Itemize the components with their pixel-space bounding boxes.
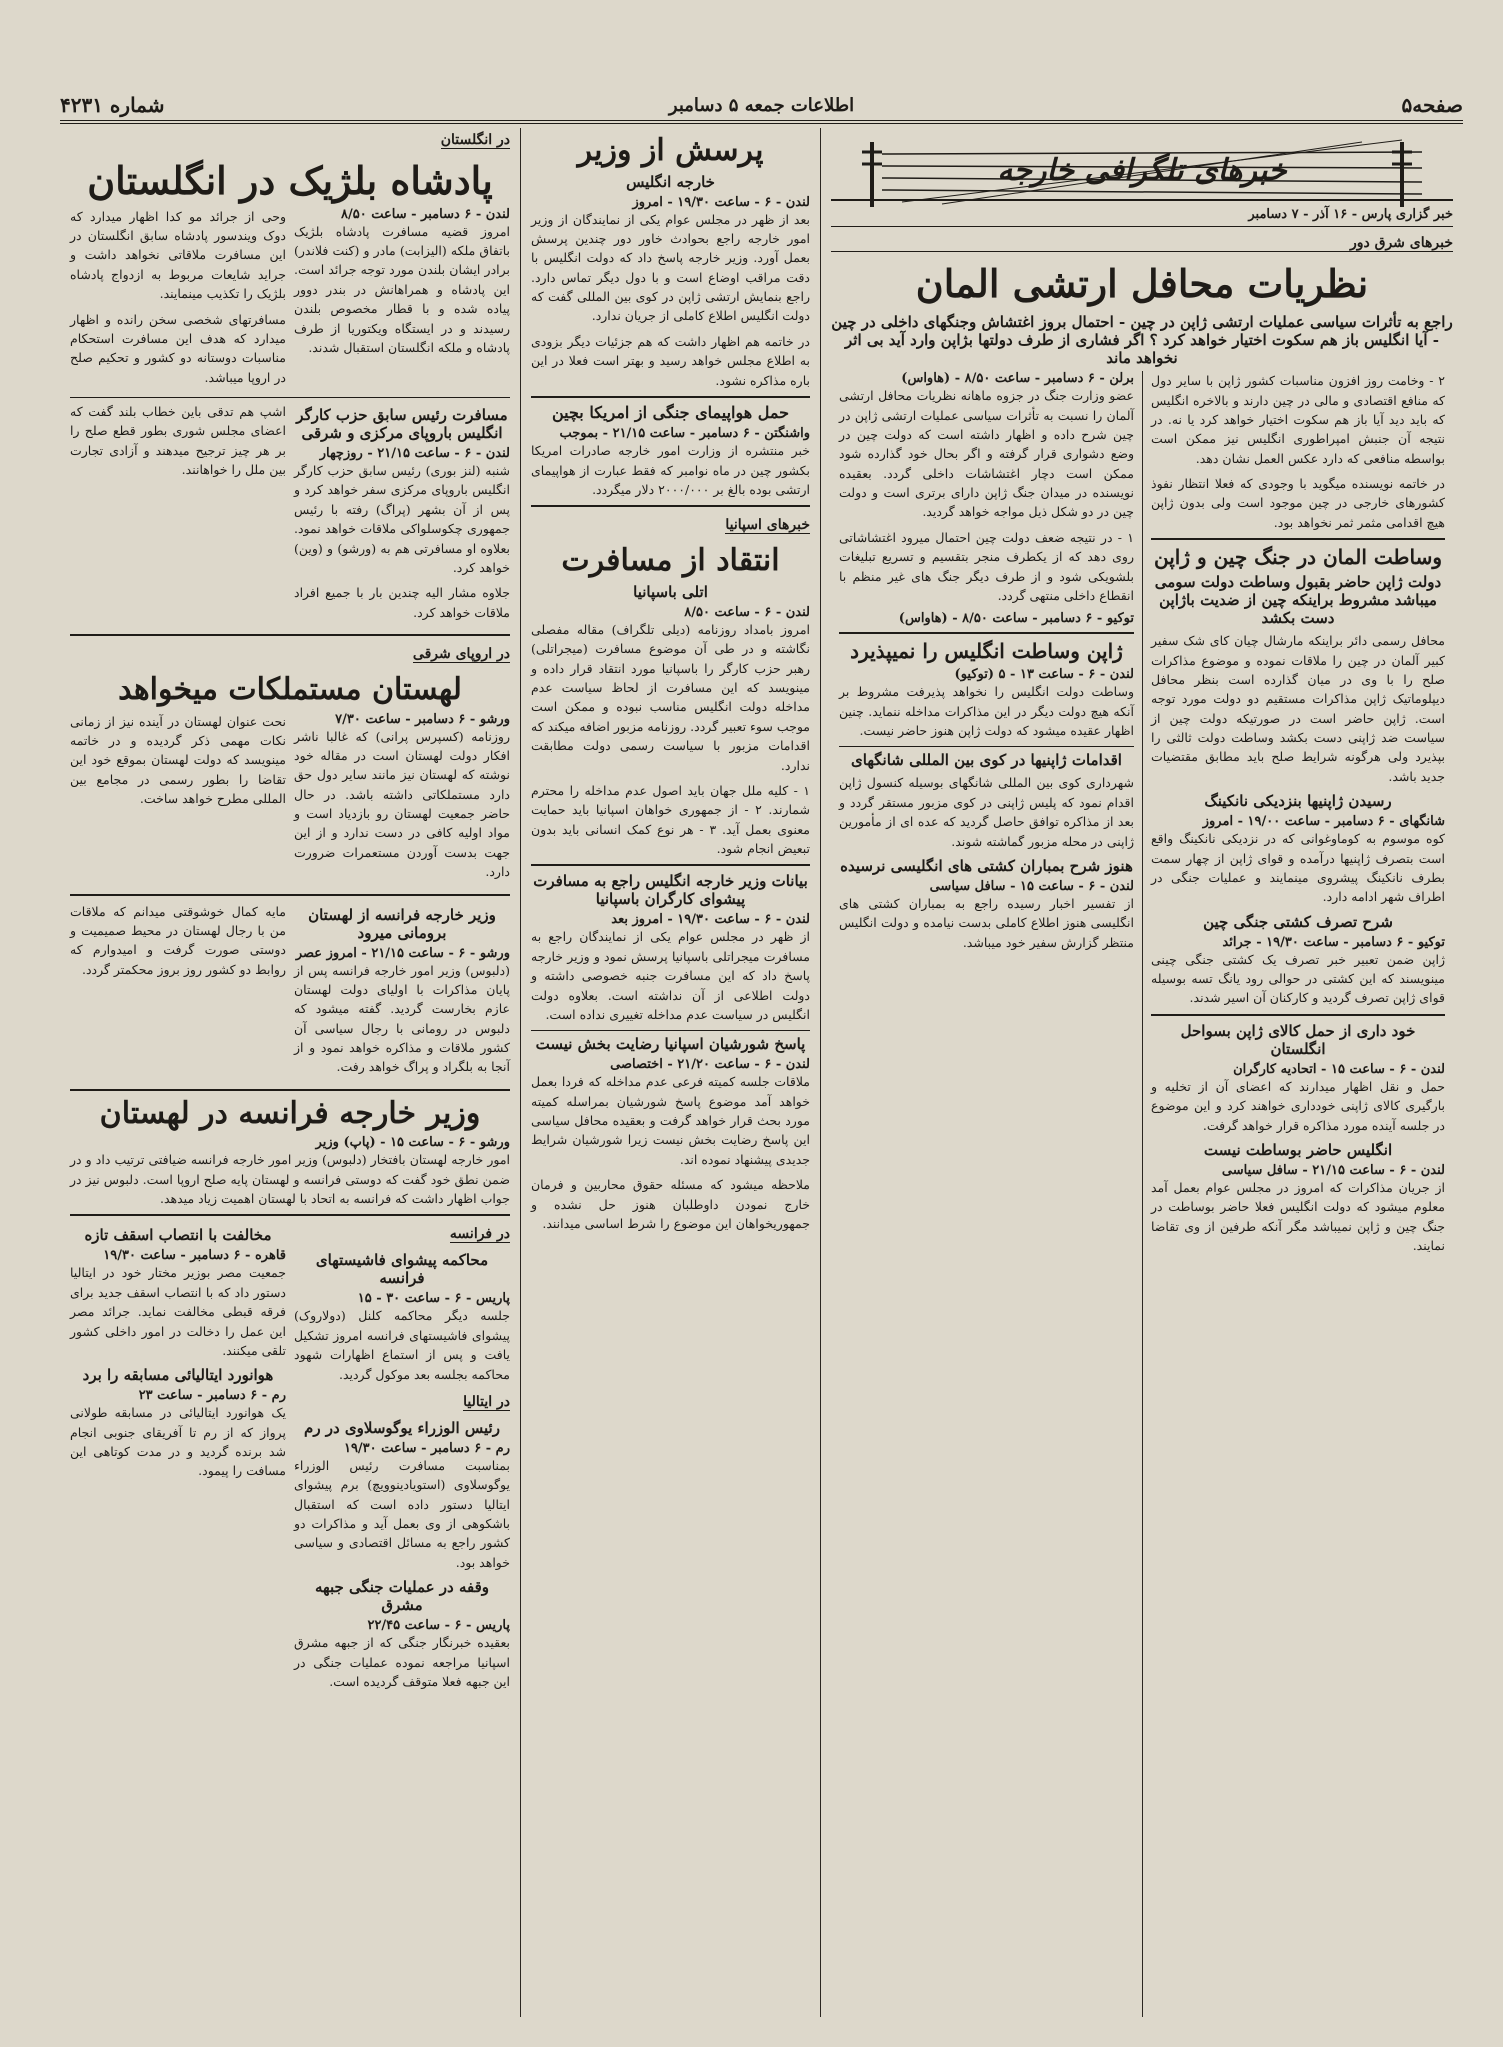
article-body: جمعیت مصر بوزیر مختار خود در ایتالیا دستور داد که با انتصاب اسقف جدید برای فرقه قبطی مخالفت نماید. جرائد مصر این عمل را دخالت در امور داخلی کشور تلقی میکنند. [70,1265,286,1358]
subhead-no-goods: خود داری از حمل کالای ژاپن بسواحل انگلستان [1180,1021,1416,1058]
article-body: خبر منتشره از وزارت امور خارجه صادرات امریکا بکشور چین در ماه نوامبر که فقط عبارت از هواپیمای ارتشی بوده بالغ بر ۲۰۰۰/۰۰۰ دلار میگردد. [531,443,810,498]
column-left [60,128,520,2017]
divider [70,894,510,896]
subcol [294,1222,510,1697]
dateline: لندن - ۶ - ساعت ۱۳ - ۵ (توکیو) [954,667,1134,683]
article-body: از ظهر در مجلس عوام یکی از نمایندگان راجع به مسافرت میجراتلی باسپانیا پرسش نمود و وزیر خارجه پاسخ داد که این مسافرت جنبه خصوصی داشته و دولت اطلاعی از آن نداشته است. بعلاوه دولت انگلیس در سیاست عدم مداخله تغییری نداده است. [531,929,810,1022]
dateline: لندن - ۶ - ساعت ۱۵ - سافل سیاسی [929,878,1134,894]
article-body: نحت عنوان لهستان در آینده نیز از زمانی نکات مهمی ذکر گردیده و در خاتمه مینویسد که دولت لهستان بموقع خود این تقاضا را بطور رسمی در مجامع بین المللی مطرح خواهد ساخت. [70,713,286,807]
article-body: جلسه دیگر محاکمه کلنل (دولاروک) پیشوای فاشیستهای فرانسه امروز تشکیل یافت و پس از استماع اظهارات شهود محاکمه بجلسه بعد موکول گردید. [294,1308,510,1382]
right-subcolumn-b [831,371,1142,2017]
article-body: شنبه (لنز بوری) رئیس سابق حزب کارگر انگلیس باروپای مرکزی سفر خواهد کرد و پس از آن بشهر (پراگ) رفته با رئیس جمهوری چکوسلواکی ملاقات خواهد نمود. بعلاوه او مسافرتی هم به (ورشو) و (وین) خواهد کرد. [294,463,510,575]
article-body: امروز قضیه مسافرت پادشاه بلژیک باتفاق ملکه (الیزابت) مادر و (کنت فلاندر) برادر ایشان بلندن مورد توجه جرائد است. این پادشاه و همراهانش در بندر دوور پیاده شده و با قطار مخصوص بلندن رسیدند و در ایستگاه ویکتوریا از طرف پادشاه و ملکه انگلستان استقبال شدند. [294,223,510,355]
article-body: بعد از ظهر در مجلس عوام یکی از نمایندگان از وزیر امور خارجه راجع بحوادث خاور دور چندین پرسش بعمل آورد. وزیر خارجه پاسخ داد که دولت انگلیس با دقت مراقب اوضاع است و با دول دیگر تماس دارد. راجع بنمایش ارتشی ژاپن در کوی بین المللی گفت که دولت انگلیس اطلاع کاملی از جریان ندارد. [531,211,810,324]
subcol [294,402,510,628]
headline-german-mediation: وساطت المان در جنگ چین و ژاپن [1154,545,1442,570]
article-body: بعقیده خبرنگار جنگی که از جبهه مشرق اسپانیا مراجعه نموده عملیات جنگی در این جبهه فعلا متوقف گردیده است. [294,1635,510,1689]
headline-lansbury-trip: مسافرت رئیس سابق حزب کارگر انگلیس باروپای مرکزی و شرقی [296,406,508,443]
dateline: پاریس - ۶ - ساعت ۳۰ - ۱۵ [357,1291,510,1307]
dateline: برلن - ۶ دسامبر - ساعت ۸/۵۰ - (هاواس) [901,371,1134,387]
section-tag-england: در انگلستان [440,132,510,148]
headline-criticism-trip: انتقاد از مسافرت [561,543,780,579]
article-body: روزنامه (کسپرس پرانی) که غالبا ناشر افکار دولت لهستان است در مقاله خود نوشته که لهستان نیز مانند سایر دول حق دارد مستملکاتی داشته باشد. در حال حاضر جمعیت لهستان رو بازدیاد است و مواد اولیه کافی در دست ندارد و از این جهت بدست آوردن مستعمرات ضرورت دارد. [294,728,510,880]
divider [531,864,810,866]
subhead-nanking: رسیدن ژاپنیها بنزدیکی نانکینگ [1204,792,1392,811]
page-number: صفحه۵ [1401,93,1463,117]
article-body: ۱ - کلیه ملل جهان باید اصول عدم مداخله را محترم شمارند. ۲ - از جمهوری خواهان اسپانیا باید حمایت معنوی بعمل آید. ۳ - هر نوع کمک انسانی باید بدون تبعیض انجام شود. [531,782,810,857]
divider [531,396,810,398]
article-body: ژاپن ضمن تعبیر خبر تصرف یک کشتی جنگی چینی مینویسند که این کشتی در حوالی رود یانگ تسه بوسیله قوای ژاپن تصرف گردید و کارکنان آن اسیر شدند. [1151,951,1445,1006]
divider [531,505,810,507]
subcol [70,712,286,888]
subcol [70,1222,286,1697]
dateline: شانگهای - ۶ دسامبر - ساعت ۱۹/۰۰ - امروز [1202,814,1445,830]
dateline: لندن - ۶ - ساعت ۱۵ - اتحادیه کارگران [1233,1061,1445,1077]
subcol [294,207,510,393]
subhead-shanghai: اقدامات ژاپنیها در کوی بین المللی شانگهای [851,751,1122,770]
two-col-block [70,712,510,888]
subcol [70,207,286,393]
article-body: شهرداری کوی بین المللی شانگهای بوسیله کنسول ژاپن اقدام نمود که پلیس ژاپنی در کوی مزبور مستقر گردد و بعد از مذاکره توافق حاصل گردید که عده ای از مأمورین ژاپنی در محله مزبور گماشته شوند. [839,775,1134,849]
article-body: محافل رسمی دائر براینکه مارشال چیان کای شک سفیر کبیر آلمان در چین را ملاقات نموده و موضوع مذاکرات صلح را با وی در میان گذارده است بنظر محافل دیپلوماتیک ژاپن مذاکرات مستقیم دو دولت مورد توجه است. ژاپن حاضر است در صورتیکه دولت چین از سیاست ضد ژاپنی دست بکشد وساطت دولت ثالثی را بپذیرد ولی هرگونه شرایط صلح باید مطابق مقتضیات جدید باشد. [1151,633,1445,784]
headline-foreign-secretary-remarks: بیانات وزیر خارجه انگلیس راجع به مسافرت پیشوای کارگران باسپانیا [533,872,808,909]
headline-fascist-trial: محاکمه پیشوای فاشیستهای فرانسه [315,1251,489,1288]
column-right [820,128,1463,2017]
subcol [294,902,510,1083]
article-body: در خاتمه هم اظهار داشت که هم جزئیات دیگر بزودی به اطلاع مجلس خواهد رسید و بهتر است فعلا در این باره مذاکره نشود. [531,333,810,388]
section-tag-spain: خبرهای اسپانیا [725,517,810,534]
dateline: لندن - ۶ - ساعت ۱۹/۳۰ - امروز [632,194,810,210]
logo-title: خبرهای تلگرافی خارجه [997,153,1287,188]
divider [70,634,510,636]
divider [531,1030,810,1031]
subcol [70,902,286,1083]
news-agency-line: خبر گزاری پارس - ۱۶ آذر - ۷ دسامبر [1248,206,1453,222]
dateline: پاریس - ۶ - ساعت ۲۲/۴۵ [367,1618,510,1634]
divider [1151,538,1445,540]
article-body: ۱ - در نتیجه ضعف دولت چین احتمال میرود اغتشاشاتی روی دهد که از یکطرف منجر بتقسیم و تسریع تبلیغات بلشویکی شود و از طرف دیگر جنگ های غیر منظم با انقطاع داخلی منتهی گردد. [839,529,1134,603]
subhead-warship: شرح تصرف کشتی جنگی چین [1203,912,1393,931]
article-body: ۲ - وخامت روز افزون مناسبات کشور ژاپن با سایر دول که منافع اقتصادی و مالی در چین دارند و بالاخره انگلیس که باید دید آیا باز هم سکوت اختیار خواهد کرد یا نه. در نتیجه آن جنبش امپراطوری انگلیس نیز ممکن است بواسطه منافعی که دارد عکس العمل نشان دهد. [1151,373,1445,466]
article-body: بمناسبت مسافرت رئیس الوزراء یوگوسلاوی (استویادینوویچ) برم پیشوای ایتالیا دستور داده است که استقبال باشکوهی از وی بعمل آید و مذاکرات دو کشور راجع به مسائل اقتصادی و سیاسی خواهد بود. [294,1457,510,1570]
article-body: مایه کمال خوشوقتی میدانم که ملاقات من با رجال لهستان در محیط صمیمیت و دوستی صورت گرفت و امیدوارم که روابط دو کشور روز بروز محکمتر گردد. [70,903,286,977]
subcol [294,712,510,888]
headline-question-minister: پرسش از وزیر [577,133,764,168]
subhead-england-not-mediate: انگلیس حاضر بوساطت نیست [1203,1140,1393,1159]
dateline: توکیو - ۶ دسامبر - ساعت ۱۹/۳۰ - جرائد [1222,934,1445,950]
divider [70,1089,510,1091]
dateline: ورشو - ۶ دسامبر - ساعت ۷/۳۰ [335,711,510,727]
headline-german-military-views: نظریات محافل ارتشی المان [915,260,1369,306]
article-body: ملاقات جلسه کمیته فرعی عدم مداخله که فردا بعمل خواهد آمد موضوع پاسخ شورشیان بمراسله کمیته مورد بحث قرار خواهد گرفت و بعقیده محافل سیاسی این پاسخ رضایت بخش نیست زیرا شورشیان شرایط جدیدی پیشنهاد نموده اند. [531,1074,810,1167]
article-body: امروز بامداد روزنامه (دیلی تلگراف) مقاله مفصلی نگاشته و در طی آن موضوع مسافرت (میجراتلی) رهبر حزب کارگر را باسپانیا مورد انتقاد قرار داده و مینویسد که این مسافرت از لحاظ سیاست عدم مداخله دولت انگلیس مناسب نبوده و ممکن است موجب سوء تعبیر گردد. روزنامه مزبور اضافه میکند که اقدامات مزبور با سیاست رسمی دولت مطابقت ندارد. [531,621,810,773]
divider [839,746,1134,747]
section-tag-far-east: خبرهای شرق دور [831,235,1453,252]
headline-delbos-in-poland: وزیر خارجه فرانسه در لهستان [99,1095,481,1131]
divider [70,1214,510,1216]
headline-rebels-reply: پاسخ شورشیان اسپانیا رضایت بخش نیست [535,1035,806,1054]
subhead-question-minister: خارجه انگلیس [626,172,715,191]
article-body: (دلبوس) وزیر امور خارجه فرانسه پس از پایان مذاکرات با اولیای دولت لهستان عازم بخارست گردید. گفته میشود که دلبوس در رومانی با رجال سیاسی آن کشور ملاقات و مذاکره خواهد نمود و از آنجا به بلگراد و پراگ خواهد رفت. [294,962,510,1075]
dateline: توکیو - ۶ دسامبر - ساعت ۸/۵۰ - (هاواس) [898,611,1134,627]
headline-bishop-opposition: مخالفت با انتصاب اسقف تازه [84,1226,272,1245]
dateline: لندن - ۶ - ساعت ۲۱/۱۵ - سافل سیاسی [1221,1162,1445,1178]
headline-aircraft-to-china: حمل هواپیمای جنگی از امریکا بچین [551,402,790,422]
dateline: واشنگتن - ۶ دسامبر - ساعت ۲۱/۱۵ - بموجب [559,426,810,442]
dateline: لندن - ۶ - ساعت ۲۱/۲۰ - اختصاصی [610,1057,810,1073]
divider [1151,1014,1445,1016]
dateline: رم - ۶ دسامبر - ساعت ۲۳ [138,1388,286,1404]
section-tag-italy: در ایتالیا [463,1393,510,1410]
headline-poland-colonies: لهستان مستملکات میخواهد [118,672,462,708]
subhead-bombing: هنوز شرح بمباران کشتی های انگلیسی نرسیده [840,856,1133,875]
two-col-block [70,902,510,1083]
article-body: کوه موسوم به کوماوغوانی که در نزدیکی نانکینگ واقع است بتصرف ژاپنیها درآمده و قوای ژاپن از چهار سمت بطرف نانکینگ پیشروی مینمایند و عملیات جنگی در اطراف شهر ادامه دارد. [1151,831,1445,905]
article-body: مسافرتهای شخصی سخن رانده و اظهار میدارد که هدف این مسافرت استحکام مناسبات دوستانه دو کشور و تحکیم صلح در اروپا میباشد. [70,311,286,385]
dateline: رم - ۶ دسامبر - ساعت ۱۹/۳۰ [343,1440,510,1456]
right-column-split [831,371,1453,2017]
divider [839,632,1134,634]
headline-eastern-front: وقفه در عملیات جنگی جبهه مشرق [314,1578,489,1615]
two-col-block [70,402,510,628]
article-body: جلاوه مشار الیه چندین بار با جمیع افراد ملاقات خواهد کرد. [294,585,510,620]
issue-number: شماره ۴۲۳۱ [60,93,165,117]
divider [70,397,510,398]
article-body: ملاحظه میشود که مسئله حقوق محاربین و فرمان خارج نمودن داوطلبان هنوز حل نشده و جمهوریخواهان این موضوع را شرط اساسی میدانند. [531,1177,810,1231]
newspaper-title-date: اطلاعات جمعه ۵ دسامبر [668,94,855,116]
headline-yugoslav-pm: رئیس الوزراء یوگوسلاوی در رم [304,1418,500,1437]
section-tag-france: در فرانسه [449,1226,510,1243]
columns [60,128,1463,2017]
dateline: لندن - ۶ - ساعت ۲۱/۱۵ - روزچهار [319,446,510,462]
article-body: اشپ هم تدقی باین خطاب بلند گفت که اعضای مجلس شوری بطور قطع صلح را بر هر چیز ترجیح میدهند و آزادی تجارت بین ملل را خواهانند. [70,404,286,478]
section-tag-eastern-europe: در اروپای شرقی [412,646,510,663]
dateline: لندن - ۶ - ساعت ۸/۵۰ [684,604,810,620]
subhead-german-mediation: دولت ژاپن حاضر بقبول وساطت دولت سومی میباشد مشروط براینکه چین از ضدیت باژاپن دست بکشد [1154,573,1442,628]
headline-delbos-to-romania: وزیر خارجه فرانسه از لهستان برومانی میرود [308,905,496,942]
dateline: لندن - ۶ دسامبر - ساعت ۸/۵۰ [341,206,510,222]
subcol [70,402,286,628]
article-body: یک هوانورد ایتالیائی در مسابقه طولانی پرواز که از رم تا آفریقای جنوبی انجام شد برنده گردید و در مدت کوتاهی این مسافت را پیمود. [70,1405,286,1479]
dateline: ورشو - ۶ - ساعت ۲۱/۱۵ - امروز عصر [295,945,510,961]
article-body: از جریان مذاکرات که امروز در مجلس عوام بعمل آمد معلوم میشود که دولت انگلیس فعلا حاضر بوساطت در جنگ چین و ژاپن نمیباشد مگر آنکه طرفین از وی تقاضا نمایند. [1151,1179,1445,1254]
right-subcolumn-a [1142,371,1453,2017]
dateline: لندن - ۶ - ساعت ۱۹/۳۰ - امروز بعد [611,912,810,928]
dateline: ورشو - ۶ - ساعت ۱۵ - (پاپ) وزیر [315,1135,510,1151]
article-body: عضو وزارت جنگ در جزوه ماهانه نظریات محافل ارتشی آلمان را نسبت به تأثرات سیاسی عملیات ارتشی ژاپن در چین شرح داده و اظهار داشته است که دولت چین در وضع دشواری قرار گرفته و اگر بحال خود گذارده شود ممکن است دچار اغتشاشات داخلی گردد. بعقیده نویسنده در میدان جنگ ژاپن دارای برتری است و دولت چین در دو شکل ذیل مواجه خواهد گردید. [839,388,1134,520]
headline-belgian-king: پادشاه بلژیک در انگلستان [87,158,493,203]
article-body: از تفسیر اخبار رسیده راجع به بمباران کشتی های انگلیسی هنوز اطلاع کاملی بدست نیامده و دولت انگلیس منتظر گزارش سفیر خود میباشد. [839,895,1134,950]
dateline: قاهره - ۶ دسامبر - ساعت ۱۹/۳۰ [103,1248,286,1264]
subhead-criticism-trip: اتلی باسپانیا [633,582,708,601]
article-body: حمل و نقل اظهار میدارند که اعضای آن از تخلیه و بارگیری کالای ژاپنی خودداری خواهند کرد و این موضوع در جلسه آینده مورد مذاکره قرار خواهد گرفت. [1151,1078,1445,1133]
subhead-german-military-views: راجع به تأثرات سیاسی عملیات ارتشی ژاپن در چین - احتمال بروز اغتشاش وجنگهای داخلی در چین - آیا انگلیس باز هم سکوت اختیار خواهد کرد ؟ اگر فشاری از طرف دولتها بژاپن وارد آید بی اثر نخواهد ماند [831,313,1453,368]
two-col-block [70,1222,510,1697]
divider [831,199,1453,201]
headline-japan-rejects: ژاپن وساطت انگلیس را نمیپذیرد [850,639,1123,664]
article-body: در خاتمه نویسنده میگوید با وجودی که فعلا انتظار نفوذ کشورهای خارجی در چین موجود است ولی بدون ژاپن هیچ اقدامی مثمر ثمر نخواهد بود. [1151,476,1445,530]
article-body: وحی از جرائد مو کدا اظهار میدارد که دوک ویندسور پادشاه سابق انگلستان در این مسافرت ملاقاتی نخواهد داشت و جراید شایعات مربوط به ازدواج پادشاه بلژیک را تکذیب مینمایند. [70,208,286,302]
headline-italian-aviator: هوانورد ایتالیائی مسابقه را برد [82,1366,274,1385]
masthead [60,90,1463,124]
two-col-block [70,207,510,393]
column-middle [520,128,820,2017]
article-body: امور خارجه لهستان بافتخار (دلبوس) وزیر امور خارجه فرانسه ضیافتی ترتیب داد و در ضمن نطق خود گفت که دوستی فرانسه و لهستان پایه صلح اروپا است. دلبوس نیز در جواب اظهار داشت که فرانسه به اتحاد با لهستان اهمیت زیاد میدهد. [70,1152,510,1207]
article-body: وساطت دولت انگلیس را نخواهد پذیرفت مشروط بر آنکه هیچ دولت دیگر در این مذاکرات مداخله ننماید. چنین اظهار عقیده میشود که دولت ژاپن هنوز حاضر نیست. [839,684,1134,739]
divider [831,226,1453,227]
